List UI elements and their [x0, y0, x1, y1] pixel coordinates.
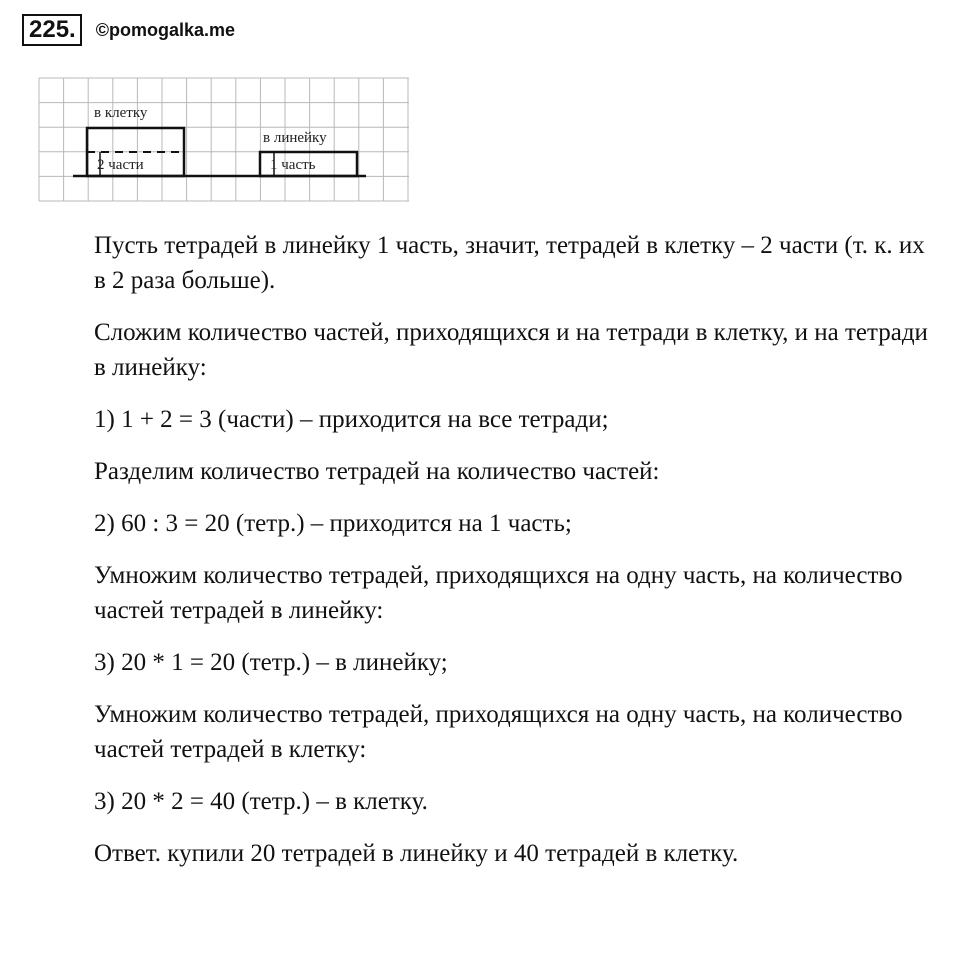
site-watermark: ©pomogalka.me	[95, 19, 236, 40]
solution-paragraph: Умножим количество тетрадей, приходящихся на одну часть, на количество частей тетрадей в линейку:	[94, 562, 903, 624]
solution-paragraph: Сложим количество частей, приходящихся и на тетради в клетку, и на тетради в линейку:	[94, 319, 928, 381]
solution-paragraph: Умножим количество тетрадей, приходящихся на одну часть, на количество частей тетрадей в клетку:	[94, 701, 903, 763]
parts-diagram	[38, 77, 410, 203]
label-lined-parts: 1 часть	[270, 157, 316, 173]
solution-paragraph: 3) 20 * 1 = 20 (тетр.) – в линейку;	[94, 649, 448, 676]
label-checked: в клетку	[94, 105, 148, 121]
solution-paragraph: 2) 60 : 3 = 20 (тетр.) – приходится на 1 часть;	[94, 510, 572, 537]
solution-text	[94, 228, 940, 888]
label-lined: в линейку	[263, 130, 327, 146]
task-number: 225.	[22, 14, 82, 46]
solution-paragraph: Разделим количество тетрадей на количество частей:	[94, 458, 660, 485]
solution-paragraph: 1) 1 + 2 = 3 (части) – приходится на все тетради;	[94, 406, 609, 433]
label-checked-parts: 2 части	[97, 157, 144, 173]
answer-paragraph: Ответ. купили 20 тетрадей в линейку и 40 тетрадей в клетку.	[94, 840, 739, 867]
solution-paragraph: Пусть тетрадей в линейку 1 часть, значит, тетрадей в клетку – 2 части (т. к. их в 2 раза больше).	[94, 232, 925, 294]
grid-diagram-svg	[38, 77, 410, 203]
lined-segment	[260, 130, 357, 176]
task-header	[22, 14, 235, 46]
checked-segment	[87, 105, 184, 176]
solution-paragraph: 3) 20 * 2 = 40 (тетр.) – в клетку.	[94, 788, 428, 815]
grid-lines	[39, 78, 409, 201]
